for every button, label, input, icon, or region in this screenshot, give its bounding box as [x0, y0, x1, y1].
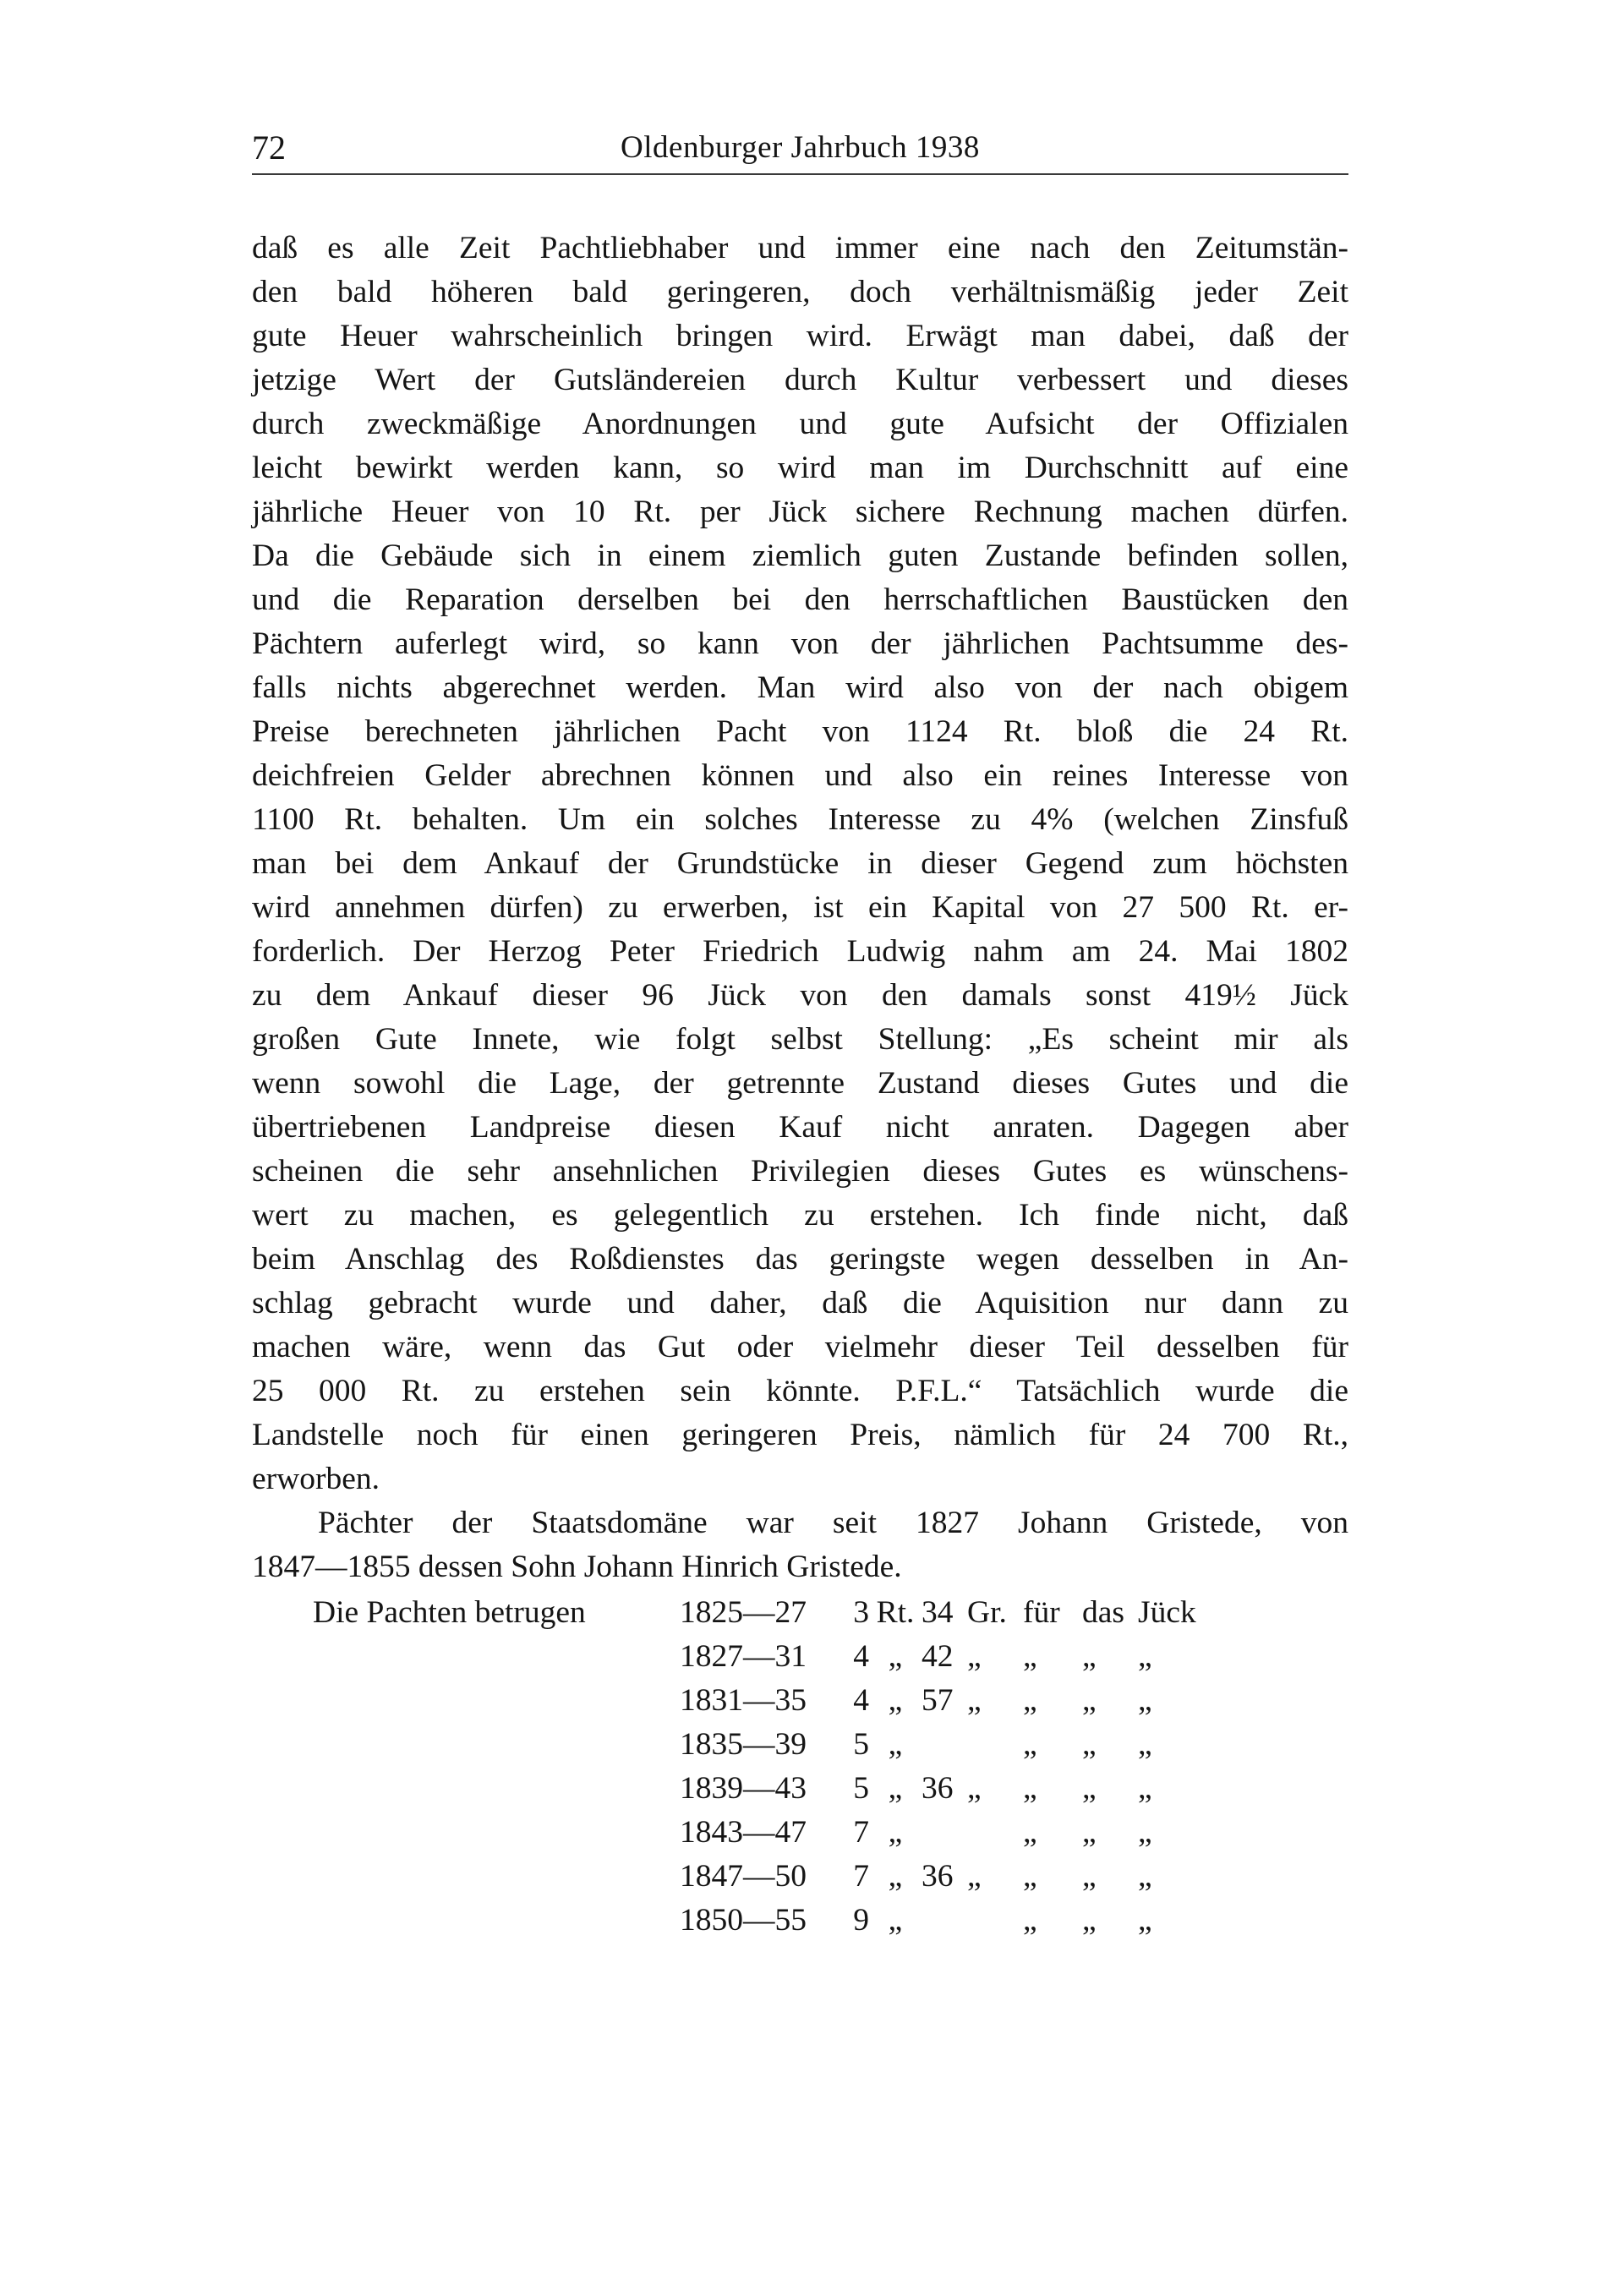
lease-juck: „ — [1138, 1902, 1152, 1938]
text-line: machen wäre, wenn das Gut oder vielmehr dieser Teil desselben für — [252, 1330, 1348, 1364]
table-row — [313, 1590, 1196, 1634]
lease-das: „ — [1082, 1770, 1097, 1806]
lease-gr — [922, 1722, 962, 1766]
text-line: Pächter der Staatsdomäne war seit 1827 Johann Gristede, von — [318, 1506, 1348, 1540]
text-line: deichfreien Gelder abrechnen können und also ein reines Interesse von — [252, 758, 1348, 793]
lease-lead-label: Die Pachten betrugen — [313, 1594, 586, 1630]
lease-rt-unit: „ — [888, 1682, 903, 1718]
lease-rt: 3 — [853, 1594, 869, 1630]
text-line: falls nichts abgerechnet werden. Man wird also von der nach obigem — [252, 670, 1348, 705]
lease-rt-unit: Rt. — [876, 1594, 915, 1630]
table-row — [313, 1766, 1196, 1810]
lease-gr-unit: Gr. — [967, 1594, 1007, 1630]
lease-fuer: für — [1023, 1594, 1060, 1630]
lease-period: 1831—35 — [680, 1682, 807, 1718]
text-line: man bei dem Ankauf der Grundstücke in dieser Gegend zum höchsten — [252, 846, 1348, 881]
lease-period: 1827—31 — [680, 1638, 807, 1674]
body-text — [252, 227, 1348, 1589]
text-line: Da die Gebäude sich in einem ziemlich guten Zustande befinden sollen, — [252, 538, 1348, 573]
lease-fuer: „ — [1023, 1814, 1037, 1850]
text-line: 25 000 Rt. zu erstehen sein könnte. P.F.L.“ Tatsächlich wurde die — [252, 1374, 1348, 1408]
text-line: Landstelle noch für einen geringeren Preis, nämlich für 24 700 Rt., — [252, 1418, 1348, 1452]
text-line: durch zweckmäßige Anordnungen und gute Aufsicht der Offizialen — [252, 407, 1348, 441]
lease-rt: 5 — [853, 1770, 869, 1806]
lease-juck: „ — [1138, 1814, 1152, 1850]
lease-juck: „ — [1138, 1682, 1152, 1718]
text-line: 1100 Rt. behalten. Um ein solches Interesse zu 4% (welchen Zinsfuß — [252, 802, 1348, 837]
lease-rt: 9 — [853, 1902, 869, 1938]
lease-period: 1835—39 — [680, 1726, 807, 1762]
lease-das: „ — [1082, 1682, 1097, 1718]
lease-gr-unit: „ — [967, 1770, 982, 1806]
lease-rt-unit: „ — [888, 1726, 903, 1762]
lease-rt: 4 — [853, 1638, 869, 1674]
text-line: leicht bewirkt werden kann, so wird man im Durchschnitt auf eine — [252, 451, 1348, 485]
lease-gr: 57 — [922, 1682, 954, 1718]
lease-juck: „ — [1138, 1726, 1152, 1762]
table-row — [313, 1722, 1196, 1766]
text-line: schlag gebracht wurde und daher, daß die Aquisition nur dann zu — [252, 1286, 1348, 1320]
lease-das: das — [1082, 1594, 1124, 1630]
lease-period: 1850—55 — [680, 1902, 807, 1938]
table-row — [313, 1634, 1196, 1678]
lease-fuer: „ — [1023, 1726, 1037, 1762]
lease-fuer: „ — [1023, 1770, 1037, 1806]
text-line: beim Anschlag des Roßdienstes das geringste wegen desselben in An- — [252, 1242, 1348, 1276]
lease-period: 1847—50 — [680, 1858, 807, 1894]
lease-gr: 36 — [922, 1858, 954, 1894]
lease-rt-unit: „ — [888, 1858, 903, 1894]
lease-gr-unit: „ — [967, 1682, 982, 1718]
lease-gr-unit — [962, 1810, 1023, 1854]
text-line: zu dem Ankauf dieser 96 Jück von den damals sonst 419½ Jück — [252, 978, 1348, 1013]
lease-gr-unit — [962, 1898, 1023, 1942]
lease-fuer: „ — [1023, 1638, 1037, 1674]
text-line: gute Heuer wahrscheinlich bringen wird. Erwägt man dabei, daß der — [252, 319, 1348, 353]
lease-gr: 36 — [922, 1770, 954, 1806]
text-line: und die Reparation derselben bei den herrschaftlichen Baustücken den — [252, 582, 1348, 617]
table-row — [313, 1810, 1196, 1854]
text-line: forderlich. Der Herzog Peter Friedrich Ludwig nahm am 24. Mai 1802 — [252, 934, 1348, 969]
lease-juck: „ — [1138, 1638, 1152, 1674]
page-number: 72 — [252, 128, 286, 167]
lease-gr: 42 — [922, 1638, 954, 1674]
lease-gr-unit: „ — [967, 1638, 982, 1674]
text-line: großen Gute Innete, wie folgt selbst Stellung: „Es scheint mir als — [252, 1022, 1348, 1057]
lease-rt: 5 — [853, 1726, 869, 1762]
text-line: jetzige Wert der Gutsländereien durch Kultur verbessert und dieses — [252, 363, 1348, 397]
text-line: Preise berechneten jährlichen Pacht von 1124 Rt. bloß die 24 Rt. — [252, 714, 1348, 749]
page-header — [252, 123, 1348, 175]
lease-fuer: „ — [1023, 1902, 1037, 1938]
text-line: wert zu machen, es gelegentlich zu erstehen. Ich finde nicht, daß — [252, 1198, 1348, 1233]
lease-period: 1825—27 — [680, 1594, 807, 1630]
lease-fuer: „ — [1023, 1858, 1037, 1894]
lease-das: „ — [1082, 1638, 1097, 1674]
text-line: wenn sowohl die Lage, der getrennte Zustand dieses Gutes und die — [252, 1066, 1348, 1101]
running-title: Oldenburger Jahrbuch 1938 — [621, 130, 980, 165]
text-line: Pächtern auferlegt wird, so kann von der jährlichen Pachtsumme des- — [252, 626, 1348, 661]
lease-gr — [922, 1898, 962, 1942]
lease-gr-unit — [962, 1722, 1023, 1766]
table-row — [313, 1898, 1196, 1942]
text-line: den bald höheren bald geringeren, doch verhältnismäßig jeder Zeit — [252, 275, 1348, 309]
lease-gr — [922, 1810, 962, 1854]
lease-fuer: „ — [1023, 1682, 1037, 1718]
lease-rt-unit: „ — [888, 1638, 903, 1674]
lease-juck: Jück — [1138, 1594, 1196, 1630]
lease-das: „ — [1082, 1858, 1097, 1894]
table-row — [313, 1854, 1196, 1898]
lease-rt-unit: „ — [888, 1770, 903, 1806]
table-row — [313, 1678, 1196, 1722]
lease-rt: 4 — [853, 1682, 869, 1718]
text-line: erworben. — [252, 1462, 380, 1496]
lease-das: „ — [1082, 1902, 1097, 1938]
text-line: wird annehmen dürfen) zu erwerben, ist ein Kapital von 27 500 Rt. er- — [252, 890, 1348, 925]
lease-gr: 34 — [922, 1594, 954, 1630]
lease-juck: „ — [1138, 1770, 1152, 1806]
lease-period: 1843—47 — [680, 1814, 807, 1850]
lease-juck: „ — [1138, 1858, 1152, 1894]
lease-rt-unit: „ — [888, 1814, 903, 1850]
text-line: jährliche Heuer von 10 Rt. per Jück sichere Rechnung machen dürfen. — [252, 495, 1348, 529]
lease-period: 1839—43 — [680, 1770, 807, 1806]
lease-table — [313, 1590, 1196, 1942]
text-line: scheinen die sehr ansehnlichen Privilegien dieses Gutes es wünschens- — [252, 1154, 1348, 1189]
text-line: daß es alle Zeit Pachtliebhaber und immer eine nach den Zeitumstän- — [252, 231, 1348, 265]
text-line: 1847—1855 dessen Sohn Johann Hinrich Gristede. — [252, 1550, 902, 1584]
text-line: übertriebenen Landpreise diesen Kauf nicht anraten. Dagegen aber — [252, 1110, 1348, 1145]
lease-rt: 7 — [853, 1858, 869, 1894]
lease-das: „ — [1082, 1726, 1097, 1762]
lease-rt: 7 — [853, 1814, 869, 1850]
lease-gr-unit: „ — [967, 1858, 982, 1894]
lease-das: „ — [1082, 1814, 1097, 1850]
lease-rt-unit: „ — [888, 1902, 903, 1938]
